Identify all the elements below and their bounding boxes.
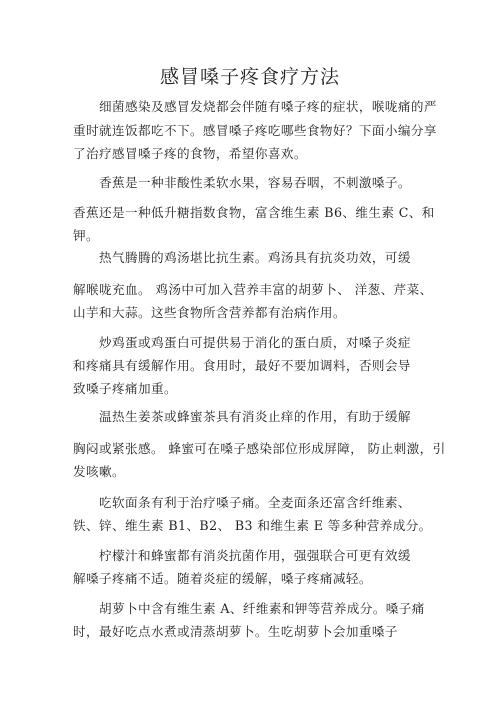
text-line: 香蕉还是一种低升糖指数食物，富含维生素 B6、维生素 C、和: [73, 205, 435, 220]
text-line: 解嗓子疼痛不适。随着炎症的缓解，嗓子疼痛减轻。: [73, 571, 372, 586]
text-line: 和疼痛具有缓解作用。食用时，最好不要加调料，否则会导: [73, 358, 411, 373]
text-line: 胸闷或紧张感。 蜂蜜可在嗓子感染部位形成屏障， 防止刺激，引: [73, 441, 446, 456]
text-line: 铁、锌、维生素 B1、B2、 B3 和维生素 E 等多种营养成分。: [73, 518, 432, 533]
text-line: 时，最好吃点水煮或清蒸胡萝卜。生吃胡萝卜会加重嗓子: [73, 624, 398, 639]
text-line: 香蕉是一种非酸性柔软水果，容易吞咽，不刺激嗓子。: [99, 175, 411, 190]
text-line: 发咳嗽。: [73, 464, 125, 479]
text-line: 热气腾腾的鸡汤堪比抗生素。鸡汤具有抗炎功效，可缓: [99, 250, 411, 265]
text-line: 吃软面条有利于治疗嗓子痛。全麦面条还富含纤维素、: [99, 495, 411, 510]
text-line: 炒鸡蛋或鸡蛋白可提供易于消化的蛋白质，对嗓子炎症: [99, 335, 411, 350]
text-line: 细菌感染及感冒发烧都会伴随有嗓子疼的症状，喉咙痛的严: [99, 99, 437, 114]
text-line: 山芋和大蒜。这些食物所含营养都有治病作用。: [73, 305, 346, 320]
text-line: 温热生姜茶或蜂蜜茶具有消炎止痒的作用，有助于缓解: [99, 409, 411, 424]
text-line: 钾。: [73, 228, 99, 243]
text-line: 柠檬汁和蜂蜜都有消炎抗菌作用，强强联合可更有效缓: [99, 548, 411, 563]
text-line: 解喉咙充血。 鸡汤中可加入营养丰富的胡萝卜、 洋葱、芹菜、: [73, 282, 433, 297]
text-line: 致嗓子疼痛加重。: [73, 381, 177, 396]
text-line: 了治疗感冒嗓子疼的食物，希望你喜欢。: [73, 146, 307, 161]
page-title: 感冒嗓子疼食疗方法: [159, 66, 340, 88]
text-line: 重时就连饭都吃不下。感冒嗓子疼吃哪些食物好？下面小编分享: [73, 123, 437, 138]
text-line: 胡萝卜中含有维生素 A、纤维素和钾等营养成分。嗓子痛: [99, 601, 425, 616]
